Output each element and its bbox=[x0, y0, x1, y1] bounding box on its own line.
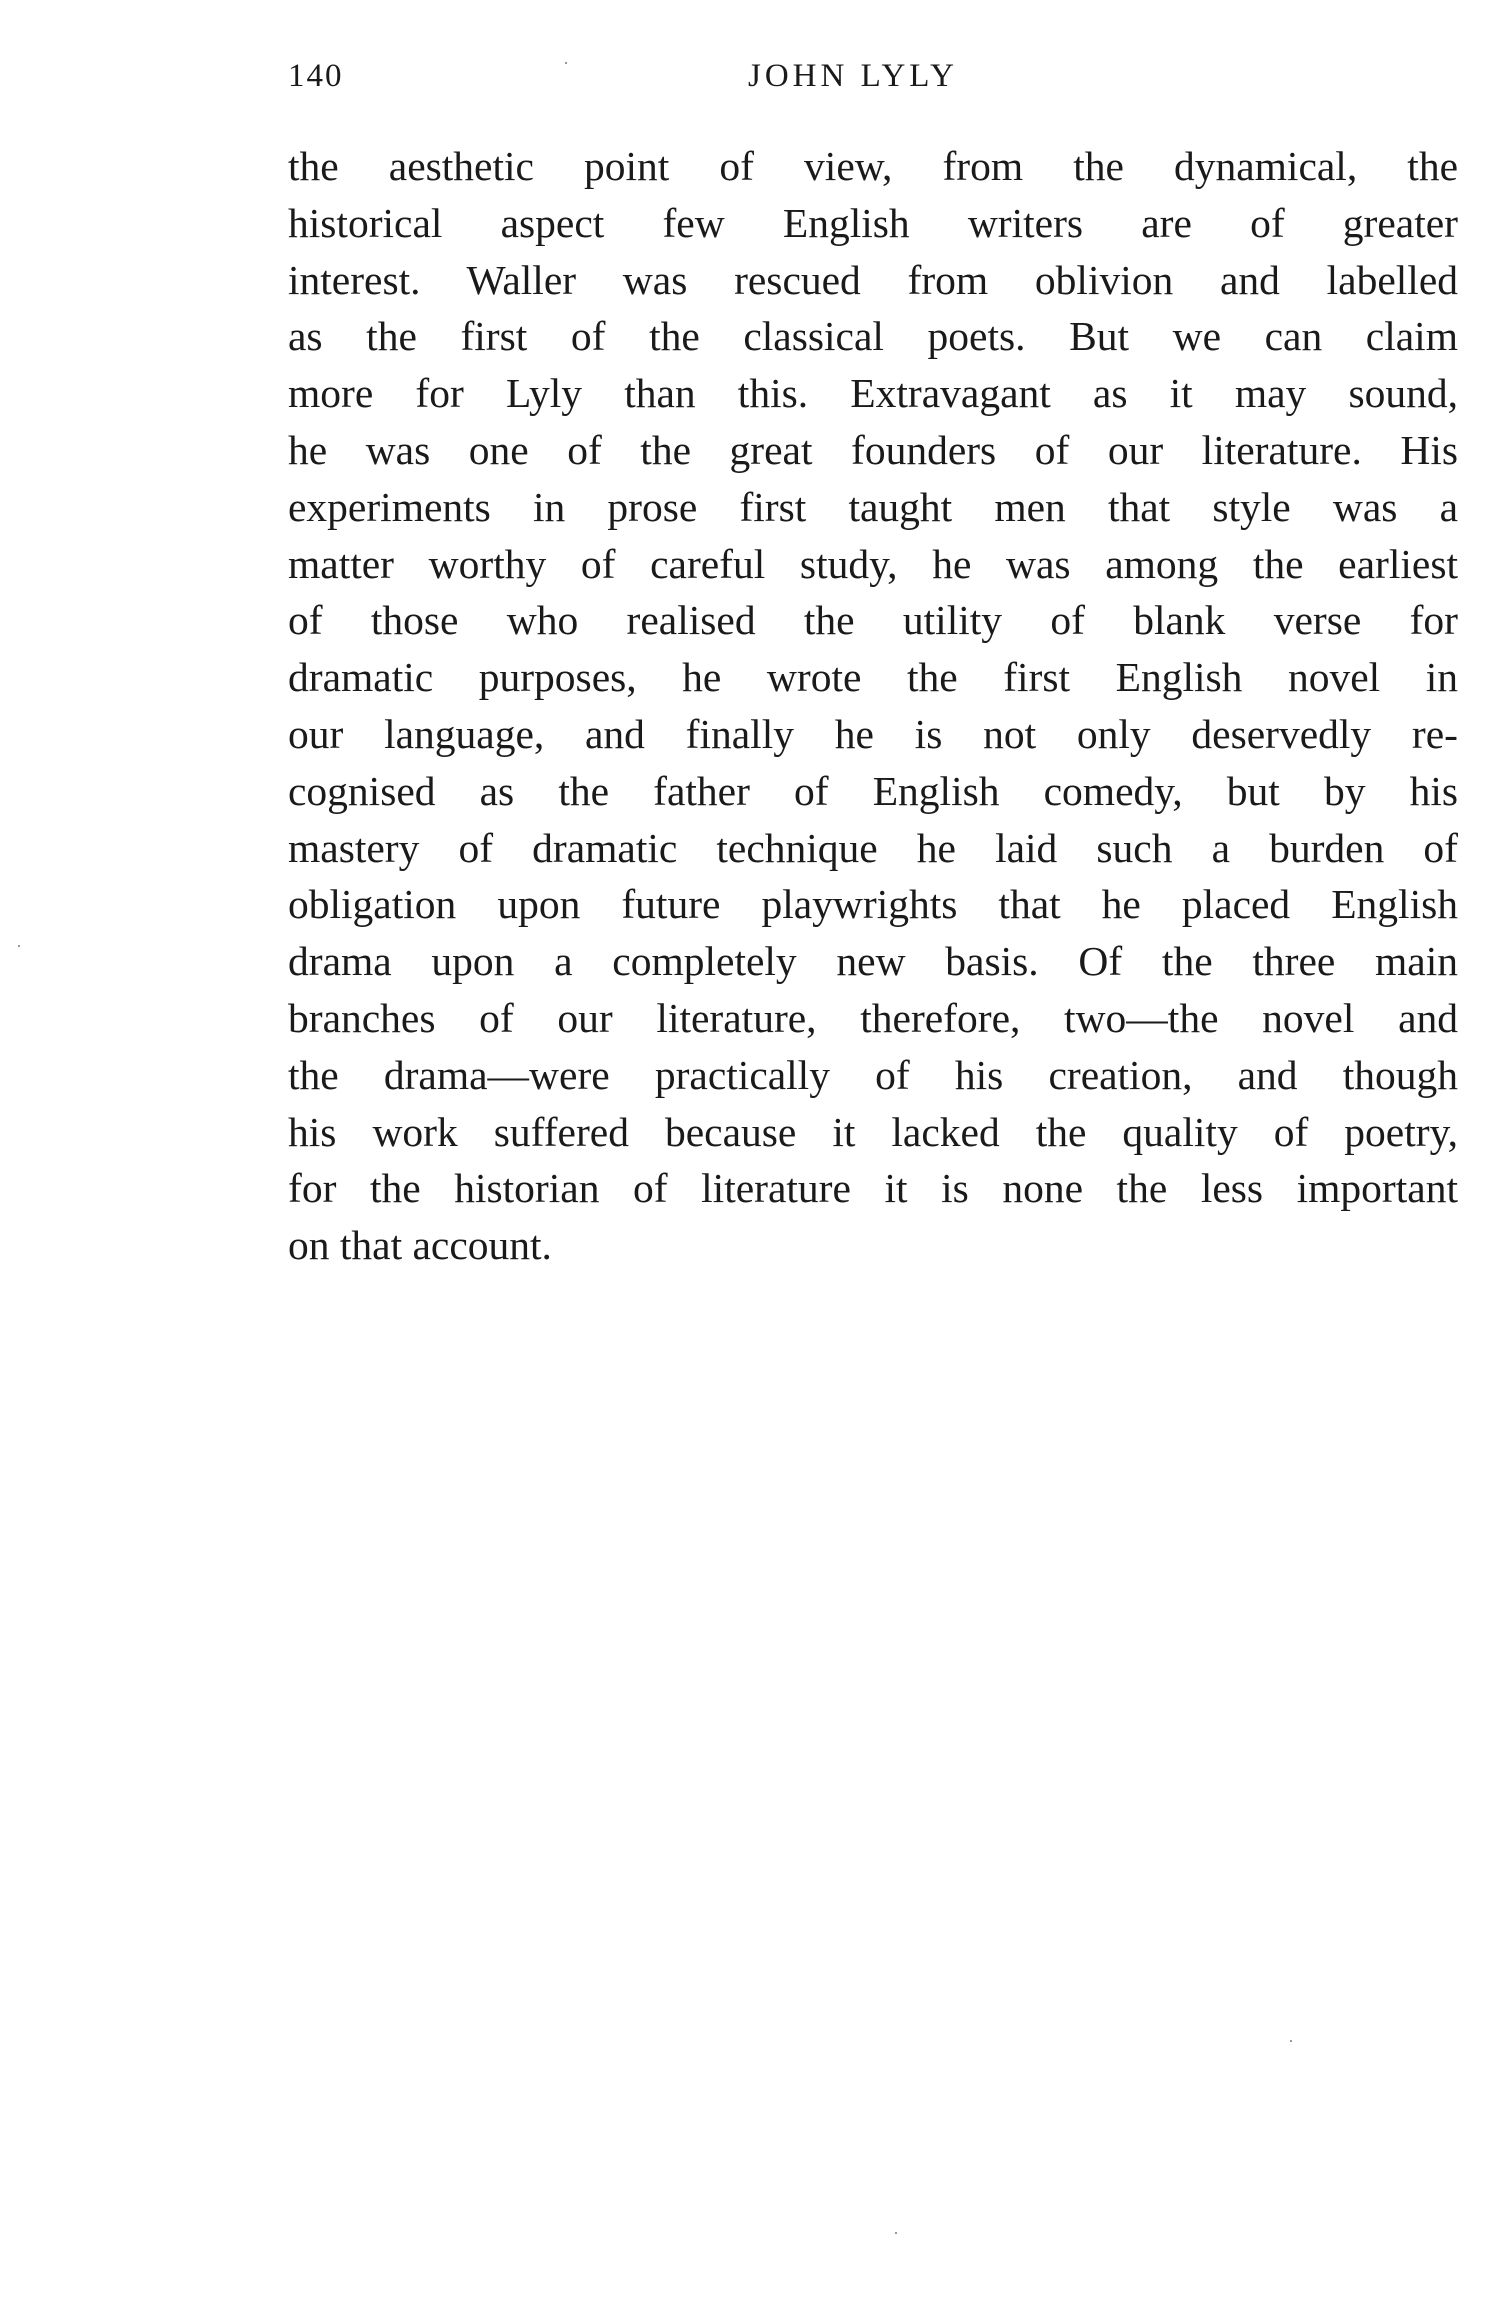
text-line: experiments in prose first taught men that style was a bbox=[288, 483, 1458, 530]
text-line: matter worthy of careful study, he was among the earliest bbox=[288, 540, 1458, 587]
text-line: he was one of the great founders of our literature. His bbox=[288, 426, 1458, 473]
scan-speck bbox=[565, 62, 567, 64]
text-line: of those who realised the utility of blank verse for bbox=[288, 597, 1458, 644]
text-line: obligation upon future playwrights that he placed English bbox=[288, 881, 1458, 928]
running-title: JOHN LYLY bbox=[748, 58, 958, 94]
text-line: for the historian of literature it is none the less important bbox=[288, 1165, 1458, 1212]
text-line: interest. Waller was rescued from oblivion and labelled bbox=[288, 256, 1458, 303]
text-line: the drama—were practically of his creation, and though bbox=[288, 1051, 1458, 1098]
page-number: 140 bbox=[288, 58, 344, 94]
text-line: mastery of dramatic technique he laid such a burden of bbox=[288, 824, 1458, 871]
text-line: branches of our literature, therefore, two—the novel and bbox=[288, 994, 1458, 1041]
text-line: more for Lyly than this. Extravagant as it may sound, bbox=[288, 370, 1458, 417]
scan-speck bbox=[18, 945, 20, 947]
scan-speck bbox=[1290, 2040, 1292, 2042]
text-line: as the first of the classical poets. But we can claim bbox=[288, 313, 1458, 360]
body-paragraph bbox=[288, 138, 1458, 1274]
text-line: the aesthetic point of view, from the dynamical, the bbox=[288, 143, 1458, 189]
running-head bbox=[288, 58, 1458, 108]
text-line: his work suffered because it lacked the quality of poetry, bbox=[288, 1108, 1458, 1155]
text-line: dramatic purposes, he wrote the first English novel in bbox=[288, 654, 1458, 701]
text-line: historical aspect few English writers are of greater bbox=[288, 199, 1458, 246]
text-line-last: on that account. bbox=[288, 1222, 552, 1269]
text-line: drama upon a completely new basis. Of the three main bbox=[288, 938, 1458, 985]
text-line: cognised as the father of English comedy, but by his bbox=[288, 767, 1458, 814]
text-line: our language, and finally he is not only deservedly re- bbox=[288, 710, 1458, 757]
scan-speck bbox=[895, 2232, 897, 2234]
